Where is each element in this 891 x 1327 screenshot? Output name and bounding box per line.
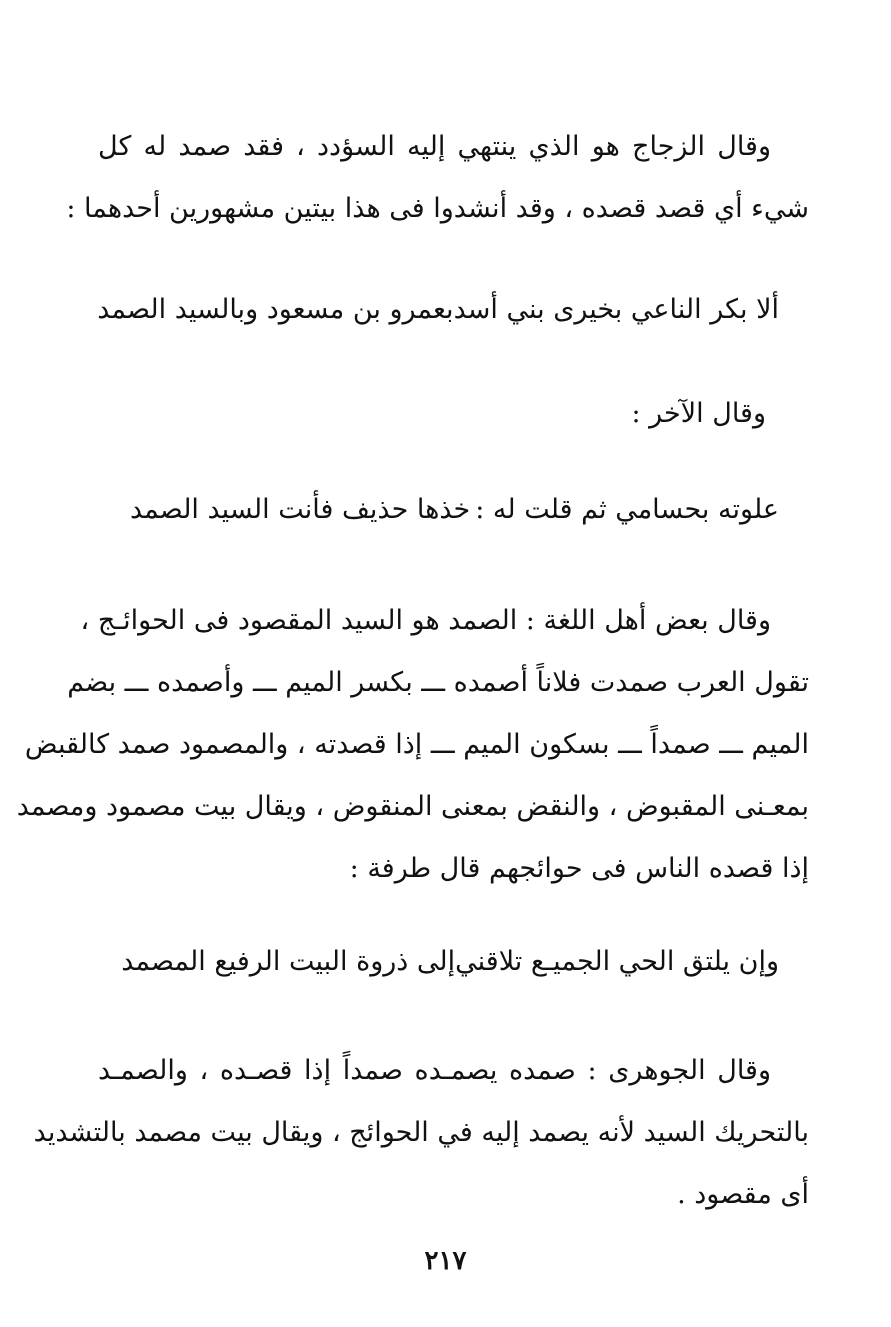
verse-line-3 [121,942,779,982]
paragraph-other-said: وقال الآخر : [631,398,766,429]
text-line: بمعـنى المقبوض ، والنقض بمعنى المنقوض ، ويقال بيت مصمود ومصمد [16,791,809,822]
verse-hemistich-second: إلى ذروة البيت الرفيع المصمد [121,946,456,977]
paragraph-lexicon [16,590,809,900]
verse-hemistich-first: وإن يلتق الحي الجميـع تلاقني [455,946,779,977]
text-line: وقال الجوهرى : صمده يصمـده صمداً إذا قصـده ، والصمـد [98,1055,771,1086]
verse-hemistich-second: بعمرو بن مسعود وبالسيد الصمد [97,294,454,325]
text-line: شيء أي قصد قصده ، وقد أنشدوا فى هذا بيتين مشهورين أحدهما : [66,193,809,224]
verse-line-2 [130,490,779,530]
page-number: ٢١٧ [424,1246,467,1276]
paragraph-zajjaj [66,116,809,240]
verse-line-1 [97,290,779,330]
text-line: وقال الزجاج هو الذي ينتهي إليه السؤدد ، فقد صمد له كل [98,131,771,162]
paragraph-jawhari [33,1040,809,1226]
verse-hemistich-second: خذها حذيف فأنت السيد الصمد [130,494,471,525]
text-line: بالتحريك السيد لأنه يصمد إليه في الحوائج ، ويقال بيت مصمد بالتشديد [33,1117,809,1148]
text-line: تقول العرب صمدت فلاناً أصمده ـــ بكسر الميم ـــ وأصمده ـــ بضم [67,667,809,698]
text-line: وقال بعض أهل اللغة : الصمد هو السيد المقصود فى الحوائـج ، [80,605,771,636]
verse-hemistich-first: علوته بحسامي ثم قلت له : [475,494,779,525]
text-line: الميم ـــ صمداً ـــ بسكون الميم ـــ إذا قصدته ، والمصمود صمد كالقبض [24,729,809,760]
text-line: إذا قصده الناس فى حوائجهم قال طرفة : [349,853,809,884]
verse-hemistich-first: ألا بكر الناعي بخيرى بني أسد [453,294,779,325]
text-line: أى مقصود . [677,1179,809,1210]
